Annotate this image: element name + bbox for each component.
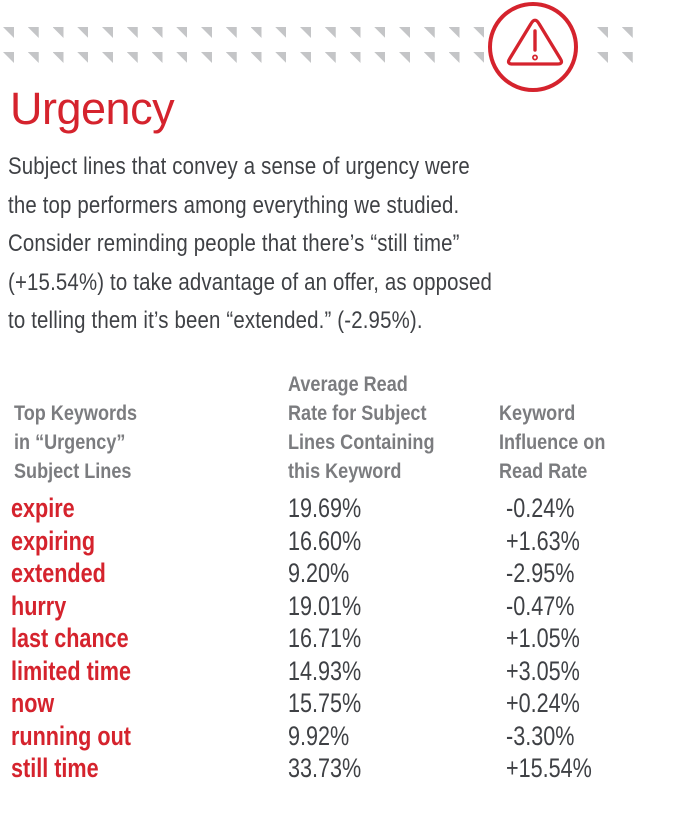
chevron-icon [622,27,633,38]
chevron-icon [449,27,460,38]
keyword-cell: still time [11,753,99,783]
intro-line: the top performers among everything we studied. [8,191,460,219]
influence-cell: -0.47% [506,590,575,621]
read-rate-cell: 15.75% [288,688,362,718]
read-rate-cell: 19.01% [288,590,362,621]
column-header-keywords [14,399,137,486]
intro-paragraph [8,148,492,341]
chevron-icon [399,27,410,38]
keyword-cell: running out [11,720,131,751]
header-line: Average Read [288,372,408,396]
header-line: in “Urgency” [14,430,126,454]
chevron-icon [325,52,336,63]
header-line: this Keyword [288,459,402,483]
chevron-icon [127,52,138,63]
intro-line: (+15.54%) to take advantage of an offer, as opposed [8,268,493,296]
read-rate-cell: 14.93% [288,655,362,686]
table-row [0,720,698,753]
chevron-icon [325,27,336,38]
keyword-cell: expire [11,493,75,523]
chevron-icon [3,52,14,63]
chevron-icon [28,27,39,38]
chevron-icon [53,27,64,38]
table-row [0,687,698,720]
chevron-icon [201,52,212,63]
keyword-cell: hurry [11,590,67,621]
chevron-icon [300,27,311,38]
chevron-icon [597,52,608,63]
chevron-icon [449,52,460,63]
header-line: Lines Containing [288,430,435,454]
chevron-icon [28,52,39,63]
chevron-icon [102,52,113,63]
chevron-icon [176,27,187,38]
influence-cell: +1.63% [506,525,580,556]
read-rate-cell: 16.71% [288,623,362,653]
table-row [0,590,698,623]
chevron-icon [350,52,361,63]
column-header-read-rate [288,370,434,486]
chevron-icon [226,52,237,63]
page-title: Urgency [10,83,175,134]
column-header-influence [499,399,605,486]
influence-cell: -2.95% [506,558,575,588]
influence-cell: +1.05% [506,623,580,653]
influence-cell: -0.24% [506,493,575,523]
chevron-icon [374,27,385,38]
chevron-icon [102,27,113,38]
header-line: Influence on [499,430,606,454]
chevron-icon [424,27,435,38]
influence-cell: +0.24% [506,688,580,718]
read-rate-cell: 33.73% [288,753,362,783]
chevron-icon [77,27,88,38]
read-rate-cell: 9.20% [288,558,350,588]
header-line: Subject Lines [14,459,132,483]
influence-cell: +3.05% [506,655,580,686]
chevron-icon [201,27,212,38]
intro-line: to telling them it’s been “extended.” (-2.95%). [8,307,423,334]
chevron-icon [176,52,187,63]
keyword-cell: limited time [11,655,132,686]
keyword-cell: last chance [11,623,129,653]
chevron-icon [251,27,262,38]
header-line: Rate for Subject [288,401,427,425]
intro-line: Consider reminding people that there’s “still time” [8,230,460,257]
chevron-icon [300,52,311,63]
table-row [0,622,698,655]
keyword-table [0,492,698,785]
header-line: Top Keywords [14,401,138,425]
keyword-cell: now [11,688,55,718]
table-row [0,557,698,590]
table-row [0,655,698,688]
header-line: Keyword [499,401,576,425]
influence-cell: -3.30% [506,720,575,751]
chevron-icon [127,27,138,38]
chevron-icon [399,52,410,63]
read-rate-cell: 16.60% [288,525,362,556]
chevron-icon [275,52,286,63]
table-row [0,752,698,785]
read-rate-cell: 19.69% [288,493,362,523]
chevron-icon [251,52,262,63]
chevron-icon [77,52,88,63]
table-row [0,492,698,525]
warning-icon [480,0,596,94]
chevron-icon [275,27,286,38]
chevron-icon [622,52,633,63]
chevron-icon [152,52,163,63]
chevron-icon [53,52,64,63]
influence-cell: +15.54% [506,753,592,783]
chevron-icon [424,52,435,63]
keyword-cell: extended [11,558,106,588]
chevron-icon [374,52,385,63]
chevron-icon [597,27,608,38]
header-line: Read Rate [499,459,588,483]
table-row [0,525,698,558]
chevron-icon [3,27,14,38]
keyword-cell: expiring [11,525,96,556]
chevron-icon [350,27,361,38]
chevron-icon [152,27,163,38]
read-rate-cell: 9.92% [288,720,350,751]
intro-line: Subject lines that convey a sense of urgency were [8,153,470,180]
chevron-icon [226,27,237,38]
